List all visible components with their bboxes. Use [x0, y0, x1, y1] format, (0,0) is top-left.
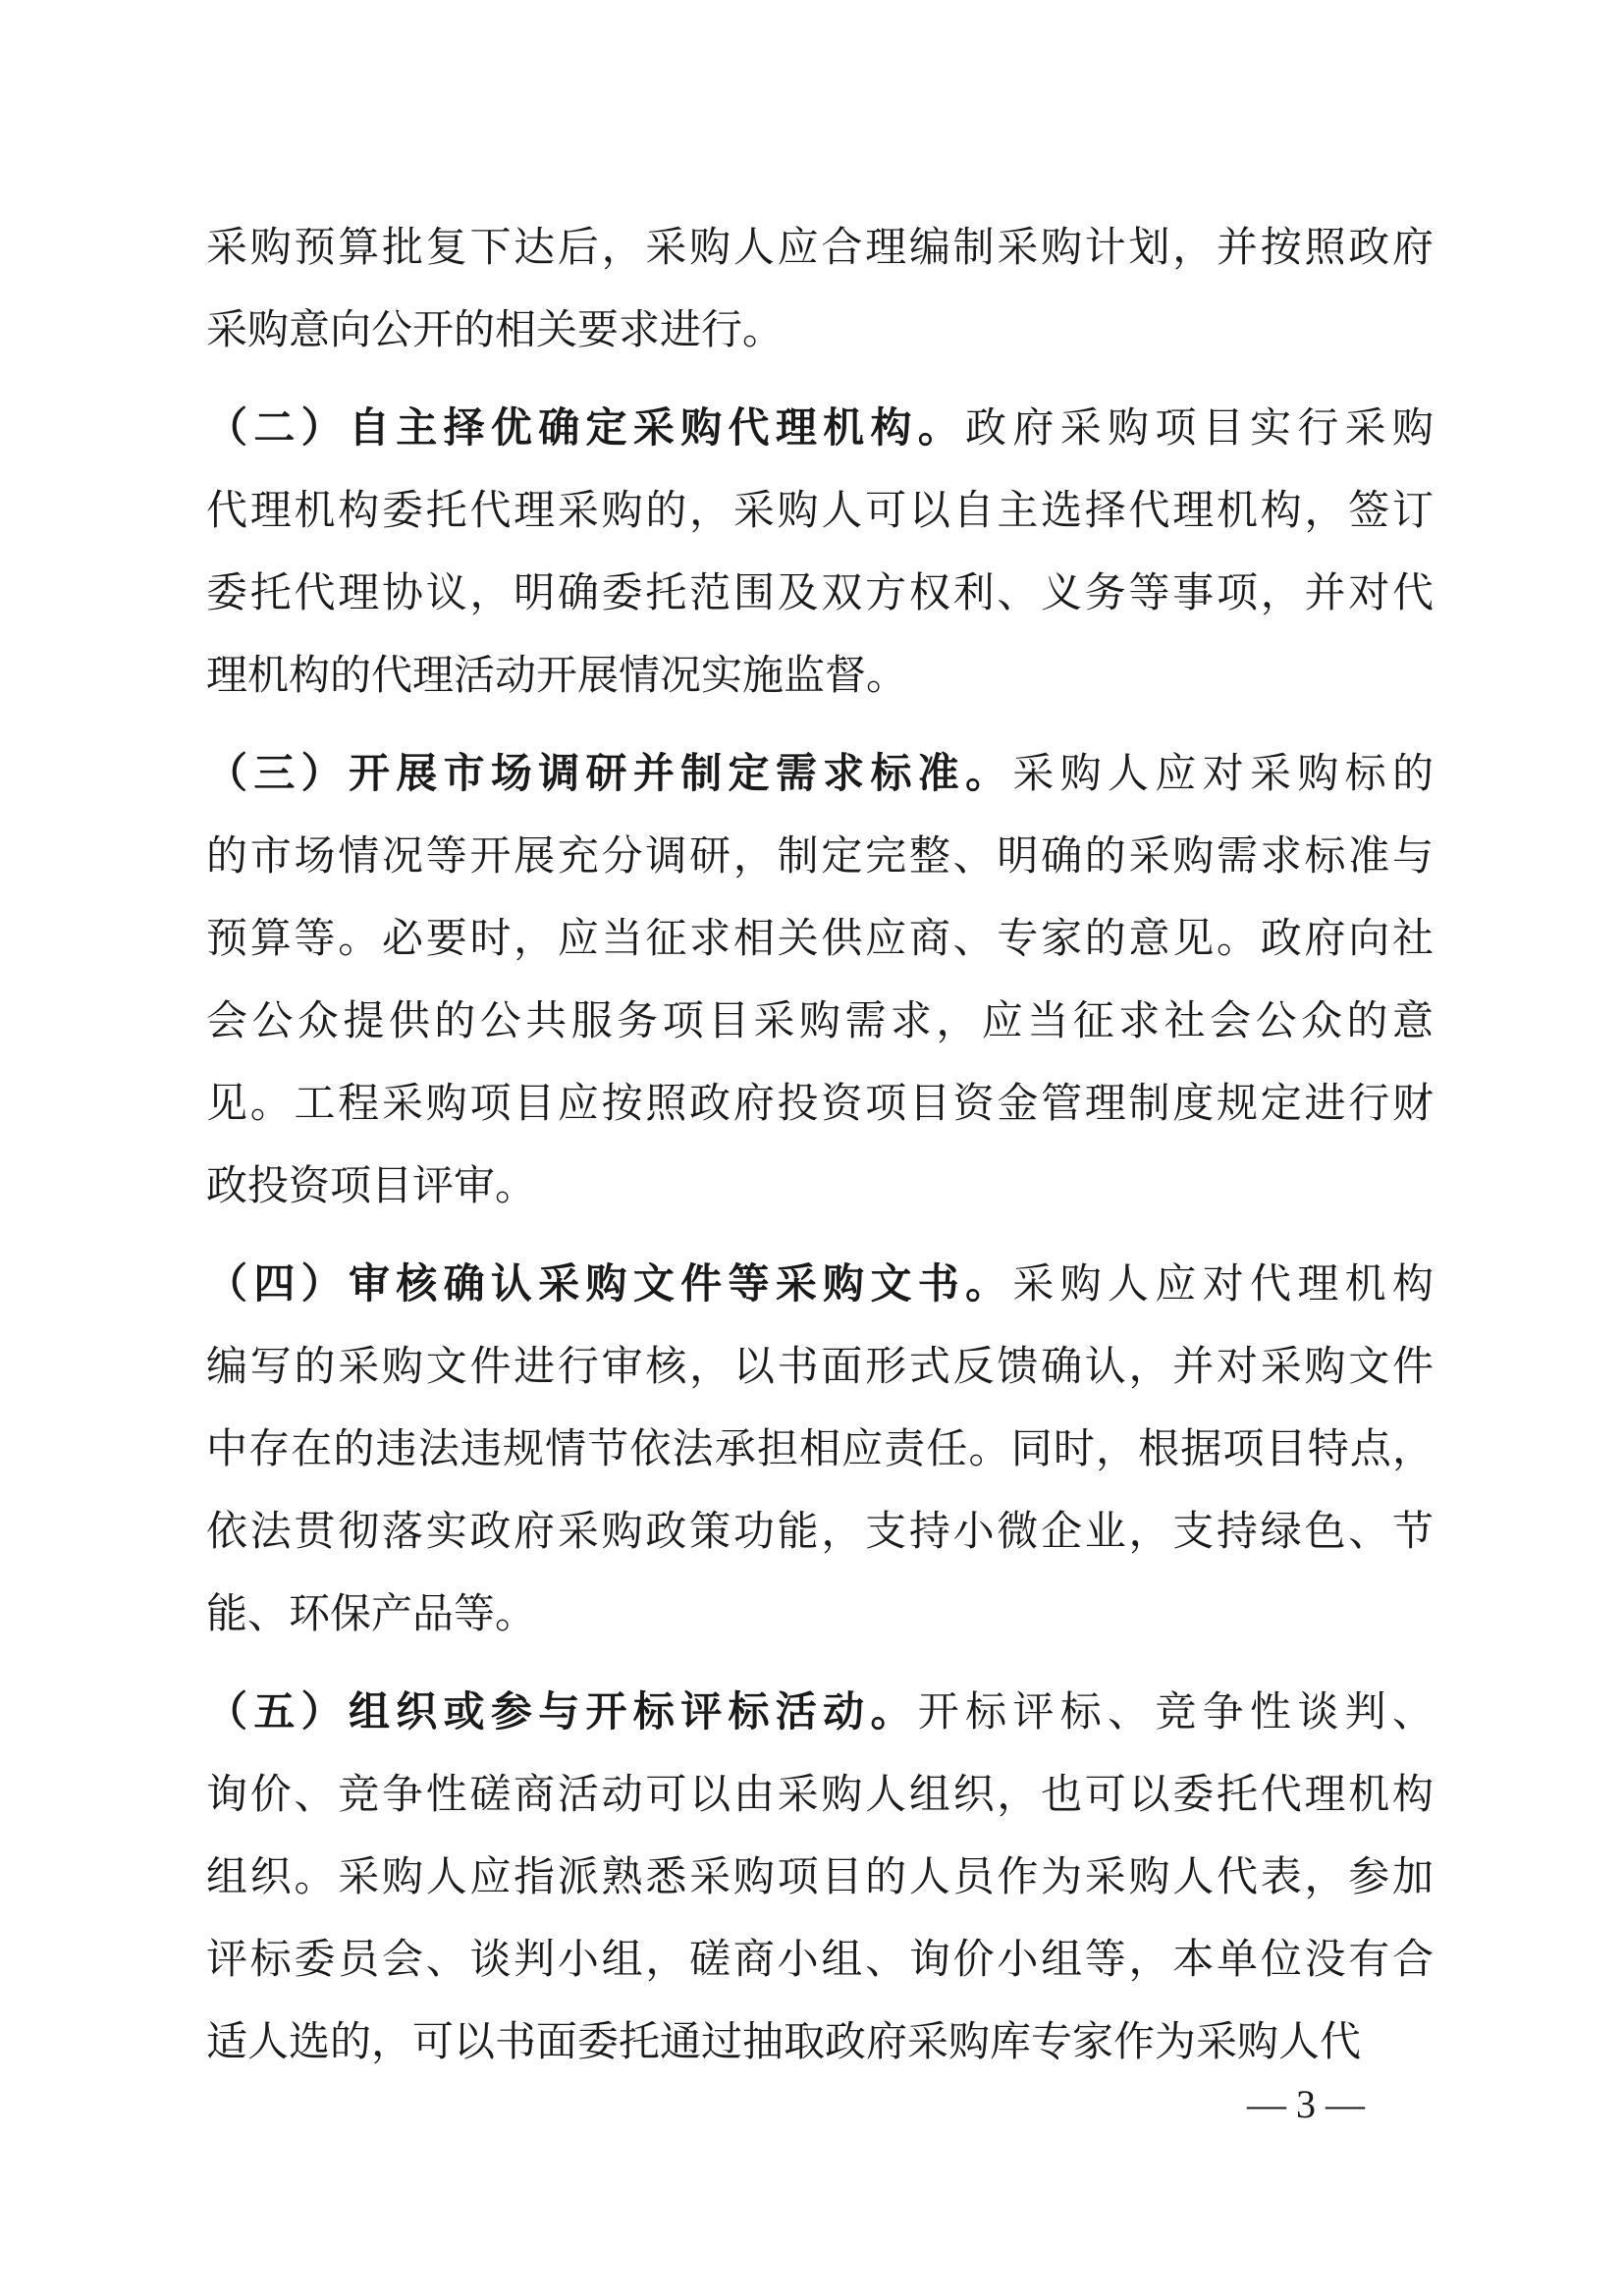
- body-text: [206, 206, 1434, 2099]
- section-heading: （五）组织或参与开标评标活动。: [206, 1687, 918, 1735]
- paragraph: [206, 732, 1434, 1227]
- line-text: 适人选的，可以书面委托通过抽取政府采购库专家作为采购人代: [206, 2017, 1362, 2065]
- line-text: 理机构的代理活动开展情况实施监督。: [206, 651, 908, 699]
- text-line: [206, 897, 1434, 980]
- text-line: [206, 552, 1434, 634]
- text-line: [206, 1671, 1434, 1753]
- line-text: 代理机构委托代理采购的，采购人可以自主选择代理机构，签订: [206, 486, 1434, 534]
- text-line: [206, 1836, 1434, 1918]
- line-text: 依法贯彻落实政府采购政策功能，支持小微企业，支持绿色、节: [206, 1507, 1434, 1555]
- line-text: 委托代理协议，明确委托范围及双方权利、义务等事项，并对代: [206, 568, 1434, 616]
- paragraph: [206, 206, 1434, 371]
- text-line: [206, 1490, 1434, 1573]
- section-heading: （三）开展市场调研并制定需求标准。: [206, 749, 1013, 797]
- text-line: [206, 732, 1434, 815]
- text-line: [206, 387, 1434, 469]
- text-line: [206, 469, 1434, 552]
- text-line: [206, 2001, 1434, 2083]
- line-text: 采购预算批复下达后，采购人应合理编制采购计划，并按照政府: [206, 223, 1434, 271]
- line-text: 开标评标、竞争性谈判、: [917, 1687, 1434, 1735]
- line-text: 询价、竞争性磋商活动可以由采购人组织，也可以委托代理机构: [206, 1770, 1434, 1818]
- line-text: 能、环保产品等。: [206, 1589, 537, 1637]
- section-heading: （四）审核确认采购文件等采购文书。: [206, 1259, 1013, 1308]
- line-text: 组织。采购人应指派熟悉采购项目的人员作为采购人代表，参加: [206, 1852, 1434, 1900]
- line-text: 中存在的违法违规情节依法承担相应责任。同时，根据项目特点，: [206, 1424, 1434, 1472]
- text-line: [206, 1243, 1434, 1325]
- text-line: [206, 634, 1434, 717]
- text-line: [206, 1918, 1434, 2001]
- text-line: [206, 815, 1434, 897]
- line-text: 政投资项目评审。: [206, 1161, 537, 1209]
- page-number: — 3 —: [1247, 2082, 1365, 2126]
- text-line: [206, 1753, 1434, 1836]
- line-text: 采购意向公开的相关要求进行。: [206, 305, 785, 353]
- text-line: [206, 206, 1434, 289]
- text-line: [206, 289, 1434, 371]
- paragraph: [206, 387, 1434, 717]
- line-text: 评标委员会、谈判小组，磋商小组、询价小组等，本单位没有合: [206, 1935, 1434, 1983]
- line-text: 见。工程采购项目应按照政府投资项目资金管理制度规定进行财: [206, 1079, 1434, 1127]
- text-line: [206, 1062, 1434, 1145]
- text-line: [206, 1408, 1434, 1490]
- text-line: [206, 1325, 1434, 1408]
- paragraph: [206, 1671, 1434, 2083]
- line-text: 采购人应对代理机构: [1012, 1259, 1434, 1308]
- text-line: [206, 980, 1434, 1062]
- line-text: 的市场情况等开展充分调研，制定完整、明确的采购需求标准与: [206, 831, 1434, 880]
- paragraph: [206, 1243, 1434, 1655]
- text-line: [206, 1573, 1434, 1655]
- line-text: 会公众提供的公共服务项目采购需求，应当征求社会公众的意: [206, 996, 1434, 1044]
- text-line: [206, 1145, 1434, 1227]
- section-heading: （二）自主择优确定采购代理机构。: [206, 403, 966, 452]
- line-text: 政府采购项目实行采购: [965, 403, 1434, 452]
- line-text: 预算等。必要时，应当征求相关供应商、专家的意见。政府向社: [206, 914, 1434, 962]
- line-text: 采购人应对采购标的: [1012, 749, 1434, 797]
- line-text: 编写的采购文件进行审核，以书面形式反馈确认，并对采购文件: [206, 1342, 1434, 1390]
